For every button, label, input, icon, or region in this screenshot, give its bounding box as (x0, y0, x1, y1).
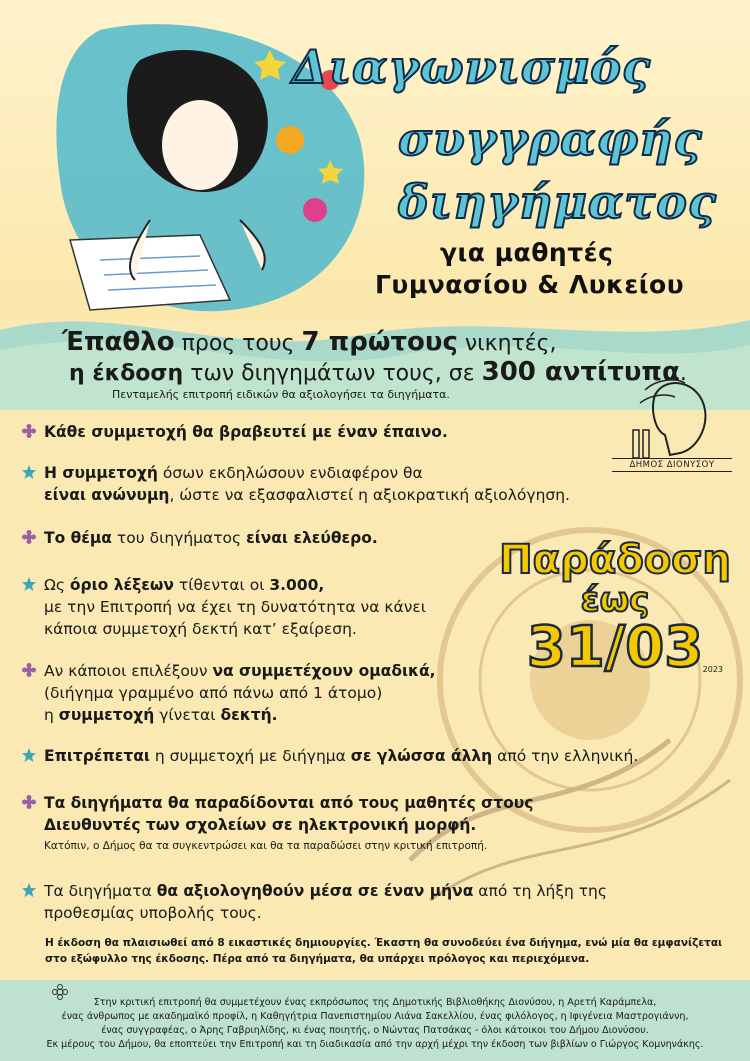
committee-line: Εκ μέρους του Δήμου, θα εποπτεύει την Επιτροπή και τη διαδικασία από την αρχή μέχρι την έκδοση των βιβλίων ο Γιώργος Κομνηνάκης. (46, 1039, 704, 1050)
flower-bullet-icon (22, 795, 36, 809)
deadline-until: έως (580, 580, 650, 620)
flower-bullet-icon (22, 530, 36, 544)
committee-line: ένας άνθρωπος με ακαδημαϊκό προφίλ, η Καθηγήτρια Πανεπιστημίου Λιάνα Σακελλίου, ένας φιλόλογος, η Ιφιγένεια Μαστρογιάννη, (61, 1011, 689, 1022)
bullet-text: προθεσμίας υποβολής τους. (44, 904, 262, 922)
municipality-logo-label: ΔΗΜΟΣ ΔΙΟΝΥΣΟΥ (612, 458, 732, 472)
prize-text-part: των διηγημάτων τους, σε (183, 361, 482, 386)
flower-bullet-icon (22, 424, 36, 438)
bullet-text: Ως (44, 576, 70, 594)
prize-publication: η έκδοση (69, 361, 184, 386)
prize-label: Έπαθλο (62, 327, 175, 357)
star-bullet-icon (22, 883, 36, 897)
flower-bullet-icon (22, 663, 36, 677)
bullet-text: όσων εκδηλώσουν ενδιαφέρον θα (157, 464, 423, 482)
subtitle-line-1: για μαθητές (440, 238, 614, 267)
title-line-2: συγγραφής (398, 112, 703, 166)
deadline-block (495, 537, 735, 680)
title-line-1: Διαγωνισμός (292, 40, 651, 94)
bullet-text: είναι ελεύθερο. (246, 529, 378, 547)
bullet-text: με την Επιτροπή να έχει τη δυνατότητα να κάνει (44, 598, 426, 616)
bullet-text: 3.000, (269, 576, 325, 594)
bullet-text: να συμμετέχουν ομαδικά, (212, 662, 436, 680)
subtitle-line-2: Γυμνασίου & Λυκείου (375, 270, 685, 299)
delivery-note: Κατόπιν, ο Δήμος θα τα συγκεντρώσει και θα τα παραδώσει στην κριτική επιτροπή. (44, 840, 488, 852)
bullet-item (28, 660, 436, 726)
prize-text-part: . (679, 361, 687, 386)
bullet-text: (διήγημα γραμμένο από πάνω από 1 άτομο) (44, 684, 383, 702)
bullet-text: Κάθε συμμετοχή θα βραβευτεί με έναν έπαινο. (44, 423, 448, 441)
bullet-item (28, 462, 570, 506)
deadline-year: 2023 (702, 665, 723, 674)
bullet-text: Η συμμετοχή (44, 464, 158, 482)
star-bullet-icon (22, 748, 36, 762)
bullet-text: η (44, 706, 59, 724)
star-bullet-icon (22, 577, 36, 591)
bullet-text: από τη λήξη της (473, 882, 607, 900)
bullet-text: συμμετοχή (58, 706, 155, 724)
bullet-text: σε γλώσσα άλλη (350, 747, 493, 765)
bullet-text: είναι ανώνυμη (44, 486, 170, 504)
bullet-text: κάποια συμμετοχή δεκτή κατ’ εξαίρεση. (44, 620, 357, 638)
bullet-item (28, 880, 607, 924)
bullet-text: γίνεται (154, 706, 221, 724)
bullet-text: , ώστε να εξασφαλιστεί η αξιοκρατική αξιολόγηση. (169, 486, 570, 504)
bullet-text: θα αξιολογηθούν μέσα σε έναν μήνα (156, 882, 474, 900)
prize-text-part: προς τους (174, 331, 302, 356)
panel-note: Πενταμελής επιτροπή ειδικών θα αξιολογήσει τα διηγήματα. (112, 388, 450, 401)
committee-text (10, 996, 740, 1052)
deadline-date: 31/03 (526, 615, 704, 680)
bullet-text: δεκτή. (220, 706, 278, 724)
bullet-text: Τα διηγήματα θα παραδίδονται από τους μαθητές στους (44, 794, 534, 812)
committee-line: ένας συγγραφέας, ο Άρης Γαβριηλίδης, κι ένας ποιητής, ο Νώντας Πατσάκας - όλοι κάτοικοι του Δήμου Διονύσου. (101, 1025, 649, 1036)
prize-winners: 7 πρώτους (301, 327, 458, 357)
prize-copies: 300 αντίτυπα (481, 357, 680, 387)
bullet-item (28, 527, 378, 549)
bullet-text: από την ελληνική. (492, 747, 639, 765)
bullet-text: η συμμετοχή με διήγημα (149, 747, 351, 765)
bullet-text: Διευθυντές των σχολείων σε ηλεκτρονική μορφή. (44, 816, 477, 834)
bullet-text: όριο λέξεων (69, 576, 174, 594)
deadline-word: Παράδοση (499, 537, 731, 583)
bullet-text: τίθενται οι (173, 576, 270, 594)
bullet-text: Τα διηγήματα (44, 882, 157, 900)
bullet-text: Επιτρέπεται (44, 747, 150, 765)
prize-text-part: νικητές, (457, 331, 557, 356)
title-line-3: διηγήματος (398, 175, 717, 229)
bullet-text: Το θέμα (44, 529, 112, 547)
star-bullet-icon (22, 465, 36, 479)
committee-line: Στην κριτική επιτροπή θα συμμετέχουν ένας εκπρόσωπος της Δημοτικής Βιβλιοθήκης Διονύσου, η Αρετή Καράμπελα, (93, 997, 657, 1008)
bullet-item (28, 745, 638, 767)
bullet-text: του διηγήματος (111, 529, 247, 547)
bullet-item (28, 574, 426, 640)
bullet-item (28, 792, 533, 836)
bullet-text: Αν κάποιοι επιλέξουν (44, 662, 213, 680)
publication-note: Η έκδοση θα πλαισιωθεί από 8 εικαστικές δημιουργίες. Έκαστη θα συνοδεύει ένα διήγημα, ενώ μία θα εμφανίζεται στο εξώφυλλο της έκδοσης. Πέρα από τα διηγήματα, θα υπάρχει πρόλογος και περιεχόμενα. (45, 937, 723, 965)
bullet-item (28, 421, 448, 443)
